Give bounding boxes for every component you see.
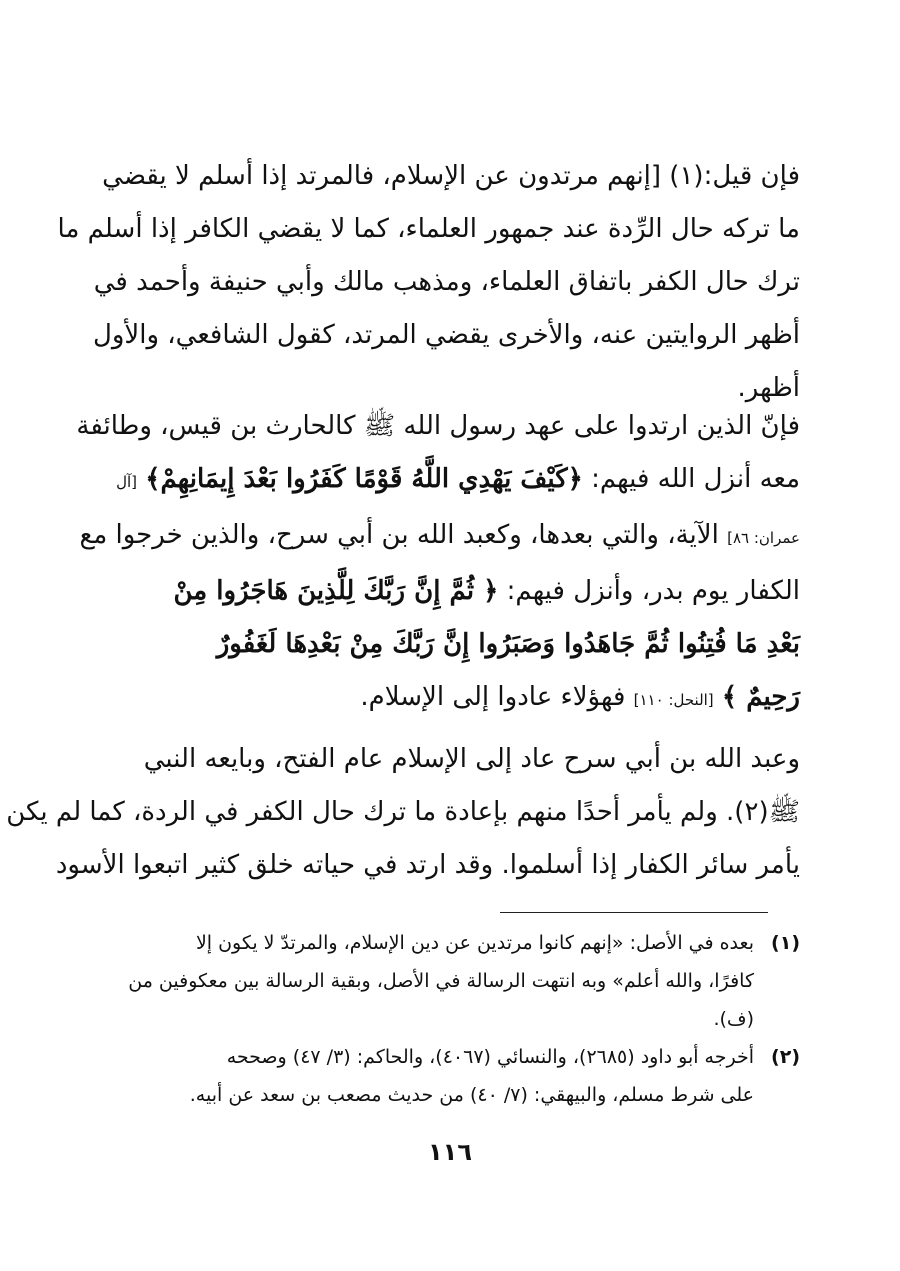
paragraph-text: فهؤلاء عادوا إلى الإسلام. [360, 682, 626, 712]
quran-verse: رَحِيمٌ ﴾ [721, 682, 800, 712]
paragraph-line [100, 565, 800, 618]
verse-reference: عمران: ٨٦] [727, 529, 800, 547]
paragraph-line: ﷺ(٢). ولم يأمر أحدًا منهم بإعادة ما ترك حال الكفر في الردة، كما لم يكن [6, 797, 800, 827]
footnote-divider [500, 912, 768, 913]
paragraph-text: الكفار يوم بدر، وأنزل فيهم: [506, 576, 800, 606]
paragraph-line: فإن قيل:(١) [إنهم مرتدون عن الإسلام، فالمرتد إذا أسلم لا يقضي [102, 161, 800, 191]
quran-verse: ﴿ ثُمَّ إِنَّ رَبَّكَ لِلَّذِينَ هَاجَرُوا مِنْ [173, 576, 499, 606]
paragraph-line: يأمر سائر الكفار إذا أسلموا. وقد ارتد في حياته خلق كثير اتبعوا الأسود [55, 850, 800, 880]
footnote-1 [100, 924, 800, 1038]
paragraph-line: أظهر. [737, 373, 800, 403]
footnote-line: على شرط مسلم، والبيهقي: (٧/ ٤٠) من حديث مصعب بن سعد عن أبيه. [189, 1084, 754, 1106]
footnotes [100, 924, 800, 1114]
paragraph-text: الآية، والتي بعدها، وكعبد الله بن أبي سرح، والذين خرجوا مع [79, 520, 719, 550]
paragraph-line [100, 453, 800, 509]
paragraph-line: فإنّ الذين ارتدوا على عهد رسول الله ﷺ كالحارث بن قيس، وطائفة [76, 411, 800, 441]
footnote-number: (٢) [771, 1046, 800, 1068]
verse-reference: [آل [116, 473, 137, 491]
footnote-line: أخرجه أبو داود (٢٦٨٥)، والنسائي (٤٠٦٧)، والحاكم: (٣/ ٤٧) وصححه [226, 1046, 754, 1068]
paragraph-line [100, 671, 800, 727]
footnote-line: كافرًا، والله أعلم» وبه انتهت الرسالة في الأصل، وبقية الرسالة بين معكوفين من [128, 970, 754, 992]
paragraph-line [79, 509, 800, 565]
paragraph-2 [76, 400, 800, 727]
paragraph-line: ما تركه حال الرِّدة عند جمهور العلماء، كما لا يقضي الكافر إذا أسلم ما [57, 214, 800, 244]
paragraph-line: أظهر الروايتين عنه، والأخرى يقضي المرتد، كقول الشافعي، والأول [92, 320, 800, 350]
footnote-2 [100, 1038, 800, 1114]
quran-verse: ﴿كَيْفَ يَهْدِي اللَّهُ قَوْمًا كَفَرُوا بَعْدَ إِيمَانِهِمْ﴾ [145, 464, 583, 494]
page-number: ١١٦ [428, 1138, 472, 1166]
quran-verse: بَعْدِ مَا فُتِنُوا ثُمَّ جَاهَدُوا وَصَبَرُوا إِنَّ رَبَّكَ مِنْ بَعْدِهَا لَغَفُورٌ [216, 629, 800, 659]
footnote-line: بعده في الأصل: «إنهم كانوا مرتدين عن دين الإسلام، والمرتدّ لا يكون إلا [195, 932, 754, 954]
paragraph-3 [6, 733, 800, 892]
paragraph-text: معه أنزل الله فيهم: [591, 464, 800, 494]
footnote-line: (ف). [713, 1008, 754, 1030]
paragraph-line: ترك حال الكفر باتفاق العلماء، ومذهب مالك وأبي حنيفة وأحمد في [93, 267, 800, 297]
paragraph-1 [57, 150, 800, 415]
verse-reference: [النحل: ١١٠] [633, 691, 714, 709]
footnote-number: (١) [771, 932, 800, 954]
paragraph-line: وعبد الله بن أبي سرح عاد إلى الإسلام عام الفتح، وبايعه النبي [143, 744, 800, 774]
